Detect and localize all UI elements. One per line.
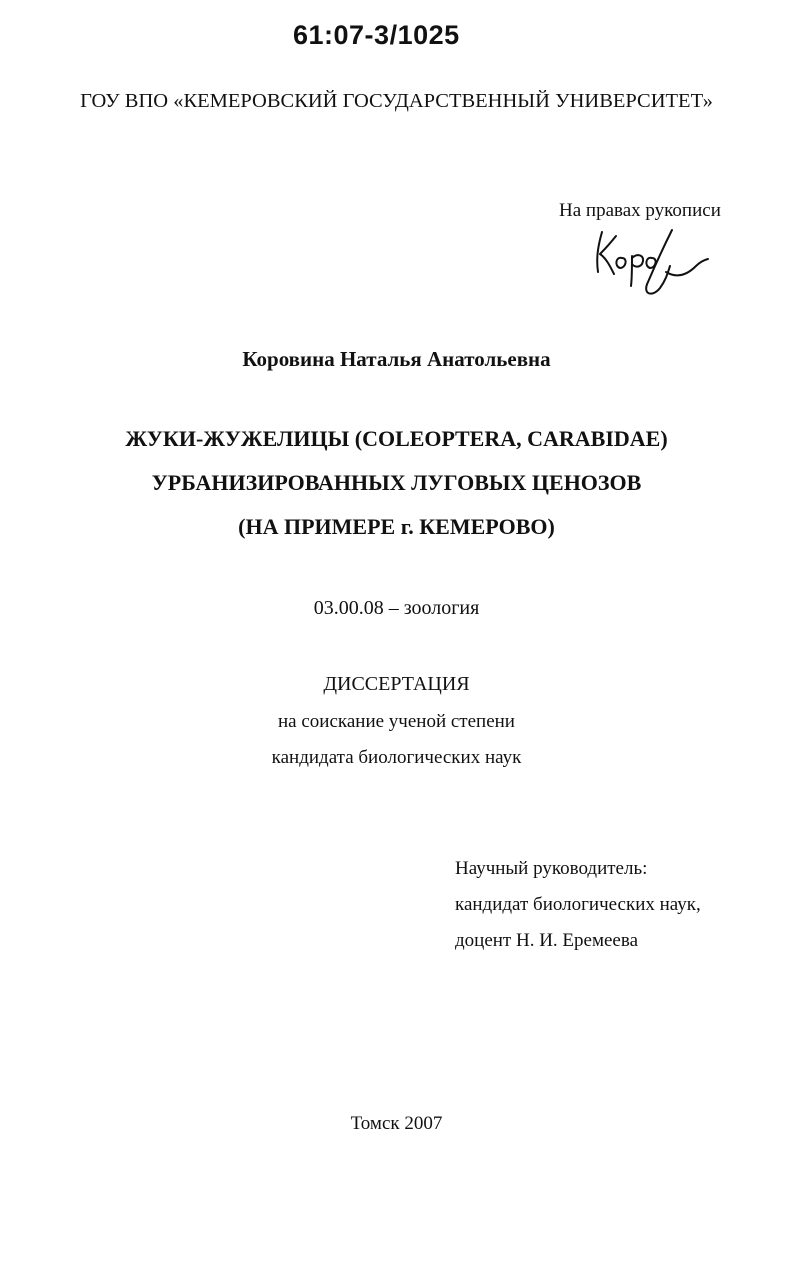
- supervisor-line: доцент Н. И. Еремеева: [455, 930, 639, 951]
- registry-number: 61:07-3/1025: [293, 20, 460, 50]
- place-and-year: Томск 2007: [350, 1113, 443, 1134]
- dissertation-title-line: ЖУКИ-ЖУЖЕЛИЦЫ (COLEOPTERA, CARABIDAE): [125, 426, 668, 451]
- dissertation-title-line: УРБАНИЗИРОВАННЫХ ЛУГОВЫХ ЦЕНОЗОВ: [151, 470, 642, 495]
- supervisor-line: кандидат биологических наук,: [455, 894, 701, 915]
- degree-line: кандидата биологических наук: [271, 747, 522, 768]
- author-name: Коровина Наталья Анатольевна: [242, 347, 551, 371]
- organization-name: ГОУ ВПО «КЕМЕРОВСКИЙ ГОСУДАРСТВЕННЫЙ УНИВЕРСИТЕТ»: [80, 90, 713, 112]
- document-type: ДИССЕРТАЦИЯ: [323, 673, 470, 695]
- specialty-code: 03.00.08 – зоология: [313, 597, 480, 619]
- author-signature: [588, 222, 712, 298]
- manuscript-rights-note: На правах рукописи: [559, 200, 721, 221]
- supervisor-line: Научный руководитель:: [455, 858, 648, 879]
- degree-line: на соискание ученой степени: [278, 711, 515, 732]
- dissertation-title-line: (НА ПРИМЕРЕ г. КЕМЕРОВО): [238, 514, 555, 539]
